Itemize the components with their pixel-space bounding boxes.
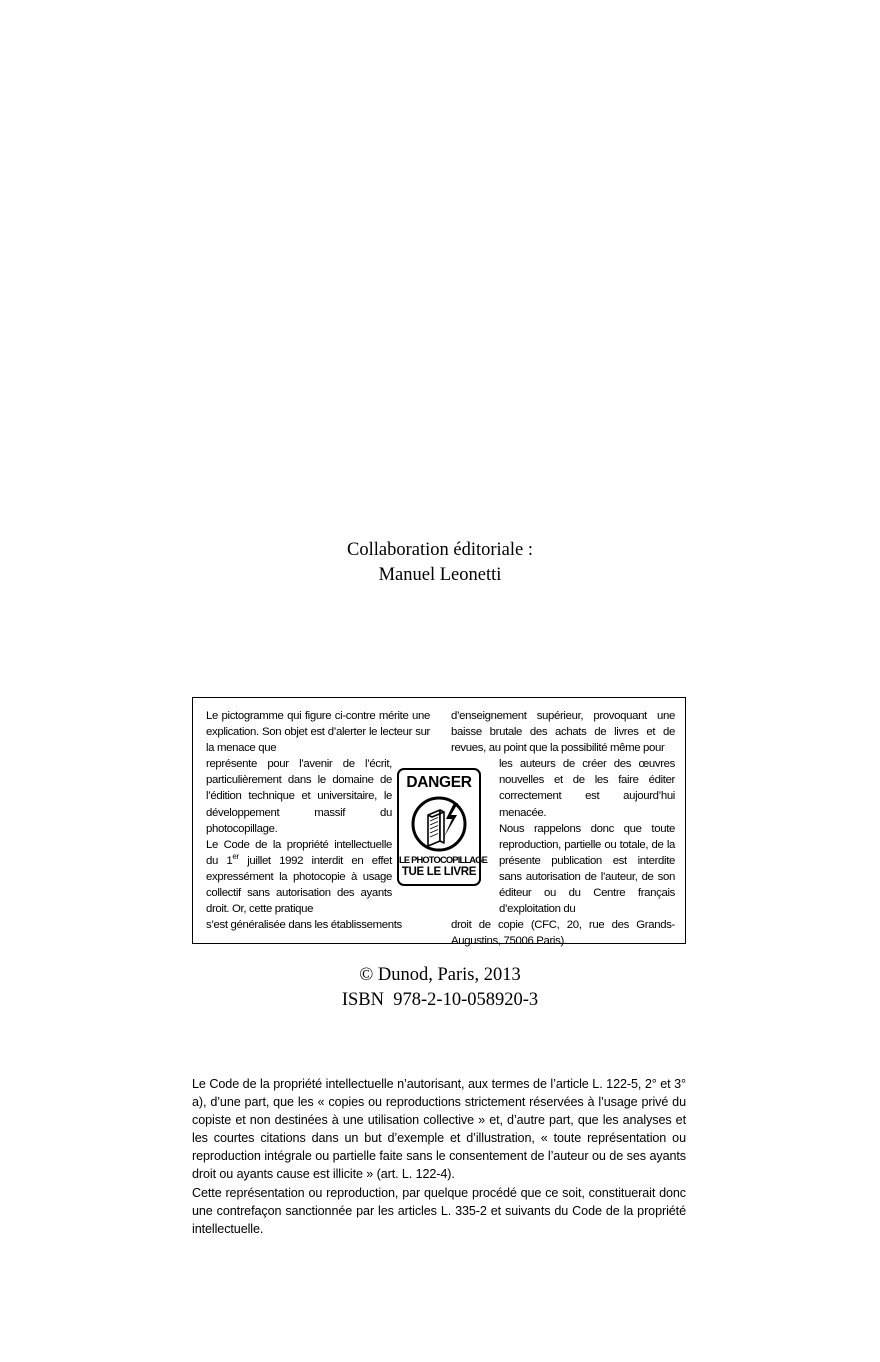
warning-left-wrap — [206, 756, 392, 917]
warning-right-bottom: droit de copie (CFC, 20, rue des Grands-Augustins, 75006 Paris). — [451, 919, 675, 948]
warning-left-code — [206, 837, 392, 917]
warning-right-wrap — [499, 756, 675, 917]
warning-right-top: d’enseignement supérieur, provoquant une baisse brutale des achats de livres et de revues, au point que la possibilité même pour — [451, 710, 675, 755]
collaboration-name: Manuel Leonetti — [378, 565, 502, 585]
logo-line-photocopillage: LE PHOTOCOPILLAGE — [399, 855, 487, 865]
logo-danger-title: DANGER — [406, 774, 472, 791]
warning-left-bottom: s’est généralisée dans les établissements — [206, 919, 402, 932]
collaboration-credit — [0, 538, 880, 588]
collaboration-label: Collaboration éditoriale : — [347, 540, 533, 560]
copyright-line: © Dunod, Paris, 2013 — [359, 965, 521, 985]
warning-left-wrap-text: représente pour l’avenir de l’écrit, particulièrement dans le domaine de l’édition technique et universitaire, le développement massif du photocopillage. — [206, 758, 392, 835]
danger-photocopillage-logo — [397, 768, 487, 886]
copyright-block — [0, 963, 880, 1013]
legal-notice — [192, 1075, 686, 1238]
isbn-line: ISBN 978-2-10-058920-3 — [341, 990, 539, 1010]
legal-paragraph-2: Cette représentation ou reproduction, par quelque procédé que ce soit, constituerait donc une contrefaçon sanctionnée par les articles L. 335-2 et suivants du Code de la propriété intellectuelle. — [192, 1185, 686, 1236]
warning-right-wrap-1: les auteurs de créer des œuvres nouvelles et de les faire éditer correctement est aujourd’hui menacée. — [499, 758, 675, 819]
warning-right-column — [451, 708, 675, 949]
logo-line-tue-le-livre: TUE LE LIVRE — [401, 866, 477, 878]
warning-code-text-b: juillet 1992 interdit en effet expressément la photocopie à usage collectif sans autorisation des ayants droit. Or, cette pratique — [206, 854, 392, 916]
warning-code-superscript: er — [232, 852, 239, 862]
warning-right-wrap-2: Nous rappelons donc que toute reproduction, partielle ou totale, de la présente publication est interdite sans autorisation de l’auteur, de son éditeur ou du Centre français d’exploitation du — [499, 822, 675, 916]
legal-paragraph-1: Le Code de la propriété intellectuelle n’autorisant, aux termes de l’article L. 122-5, 2° et 3° a), d’une part, que les « copies ou reproductions strictement réservées à l’usage privé du copiste et non destinées à une utilisation collective » et, d’autre part, que les analyses et les courtes citations dans un but d’exemple et d’illustration, « toute représentation ou reproduction intégrale ou partielle faite sans le consentement de l’auteur ou de ses ayants droit ou ayants cause est illicite » (art. L. 122-4). — [192, 1077, 686, 1182]
warning-left-top: Le pictogramme qui figure ci-contre mérite une explication. Son objet est d’alerter le lecteur sur la menace que — [206, 710, 430, 755]
photocopy-warning-box — [192, 697, 686, 948]
warning-code-text-a: Le Code de la propriété intellectuelle du 1 — [206, 838, 392, 867]
no-photocopy-book-icon — [410, 795, 468, 853]
